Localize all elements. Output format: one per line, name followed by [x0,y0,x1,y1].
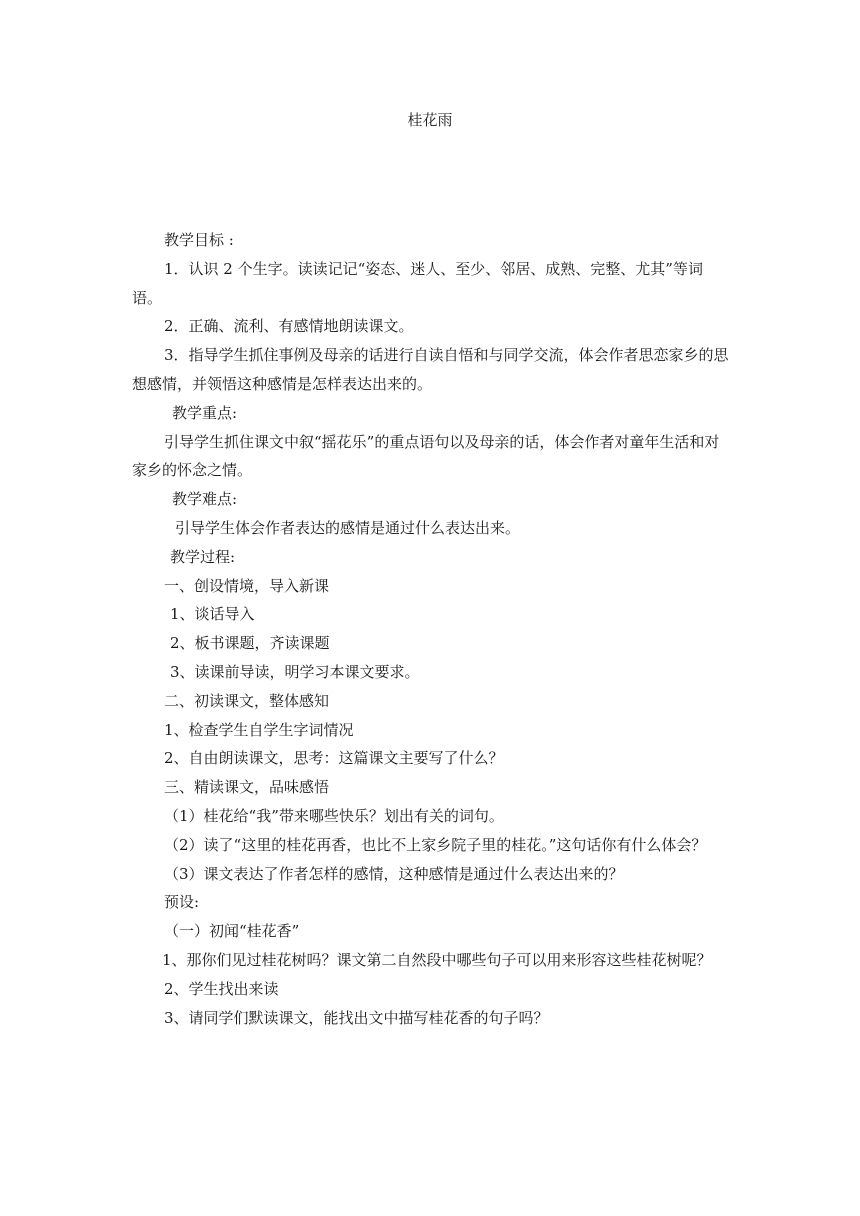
paragraph-step-2-2: 2、自由朗读课文，思考：这篇课文主要写了什么？ [164,749,504,768]
paragraph-step-1-1: 1、谈话导入 [170,605,255,624]
paragraph-preset-1-2: 2、学生找出来读 [164,979,279,998]
paragraph-step-3-1: （1）桂花给“我”带来哪些快乐？划出有关的词句。 [164,806,504,825]
paragraph-step-2: 二、初读课文，整体感知 [164,691,330,710]
paragraph-difficulty-text: 引导学生体会作者表达的感情是通过什么表达出来。 [175,518,521,537]
paragraph-preset: 预设: [164,893,200,912]
document-body [132,226,732,1032]
paragraph-step-3: 三、精读课文，品味感悟 [164,778,330,797]
paragraph-step-3-3: （3）课文表达了作者怎样的感情，这种感情是通过什么表达出来的？ [164,864,624,883]
document-title: 桂花雨 [407,111,453,129]
paragraph-goal-2: 2．正确、流利、有感情地朗读课文。 [164,317,414,336]
paragraph-key-heading: 教学重点: [172,403,238,422]
paragraph-goal-heading: 教学目标 : [164,231,234,249]
paragraph-goal-3: 3．指导学生抓住事例及母亲的话进行自读自悟和与同学交流，体会作者思恋家乡的思想感情，并领悟这种感情是怎样表达出来的。 [132,346,729,393]
paragraph-step-1-3: 3、读课前导读，明学习本课文要求。 [170,662,420,681]
paragraph-preset-1-3: 3、请同学们默读课文，能找出文中描写桂花香的句子吗？ [164,1008,549,1027]
paragraph-step-1-2: 2、板书课题，齐读课题 [170,634,330,653]
paragraph-step-3-2: （2）读了“这里的桂花再香，也比不上家乡院子里的桂花。”这句话你有什么体会？ [164,835,707,854]
paragraph-step-2-1: 1、检查学生自学生字词情况 [164,720,354,739]
paragraph-difficulty-heading: 教学难点: [172,490,238,509]
paragraph-preset-1: （一）初闻“桂花香” [164,922,300,941]
paragraph-goal-1: 1．认识 2 个生字。读读记记“姿态、迷人、至少、邻居、成熟、完整、尤其”等词语。 [132,259,703,307]
paragraph-step-1: 一、创设情境，导入新课 [164,576,330,595]
paragraph-preset-1-1: 1、那你们见过桂花树吗？课文第二自然段中哪些句子可以用来形容这些桂花树呢？ [162,950,712,969]
paragraph-process-heading: 教学过程: [170,547,236,566]
paragraph-key-text: 引导学生抓住课文中叙“摇花乐”的重点语句以及母亲的话，体会作者对童年生活和对家乡的怀念之情。 [132,432,720,480]
